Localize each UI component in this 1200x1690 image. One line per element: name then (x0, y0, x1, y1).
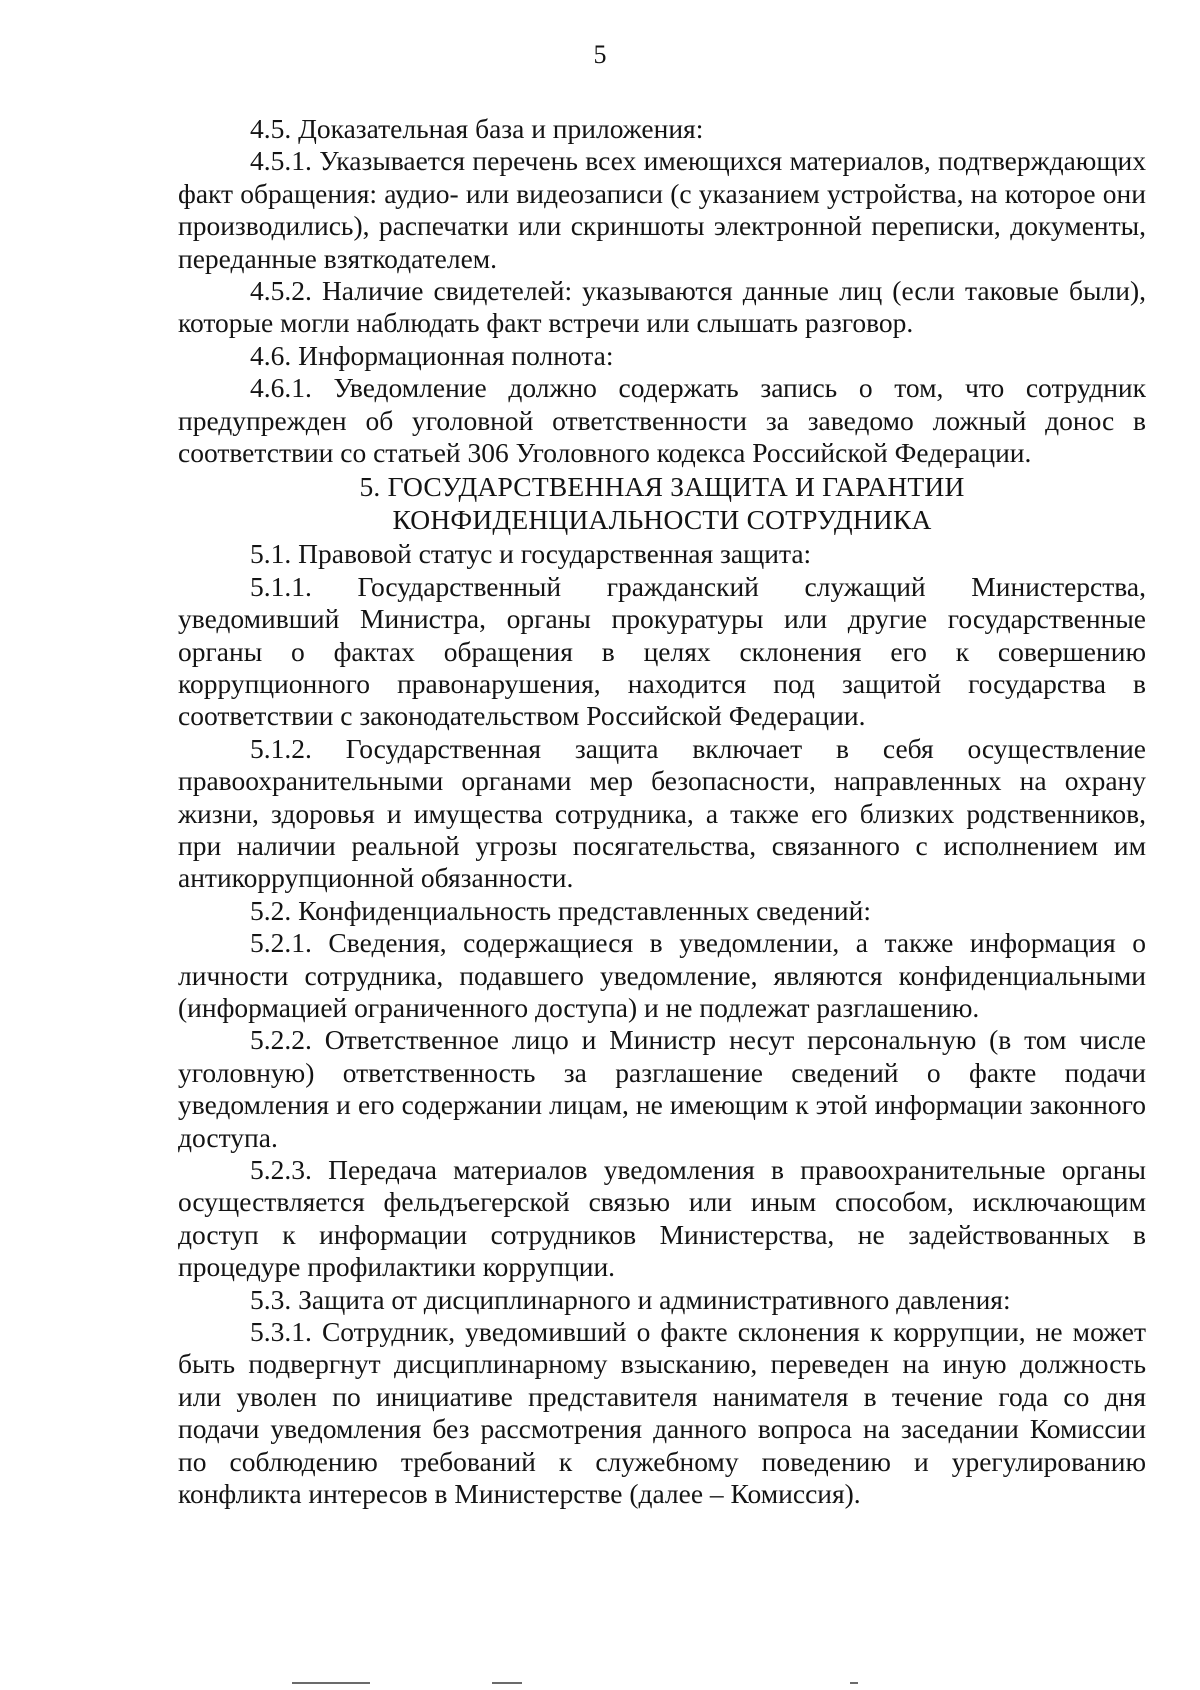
paragraph-5-2-2: 5.2.2. Ответственное лицо и Министр несут персональную (в том числе уголовную) ответственность за разглашение сведений о факте подачи уведомления и его содержании лицам, не имеющим к этой информации законного доступа. (178, 1024, 1146, 1153)
scan-mark (850, 1682, 858, 1684)
paragraph-4-5-1: 4.5.1. Указывается перечень всех имеющихся материалов, подтверждающих факт обращения: аудио- или видеозаписи (с указанием устройства, на которое они производились), распечатки или скриншоты электронной переписки, документы, переданные взяткодателем. (178, 145, 1146, 274)
paragraph-4-6-title: 4.6. Информационная полнота: (250, 339, 614, 371)
paragraph-4-5-2: 4.5.2. Наличие свидетелей: указываются данные лиц (если таковые были), которые могли наблюдать факт встречи или слышать разговор. (178, 275, 1146, 339)
paragraph-5-2-3: 5.2.3. Передача материалов уведомления в правоохранительные органы осуществляется фельдъегерской связью или иным способом, исключающим доступ к информации сотрудников Министерства, не задействованных в процедуре профилактики коррупции. (178, 1154, 1146, 1283)
paragraph-5-1-title: 5.1. Правовой статус и государственная защита: (250, 538, 812, 570)
page-number: 5 (593, 40, 607, 69)
paragraph-5-1-1: 5.1.1. Государственный гражданский служащий Министерства, уведомивший Министра, органы прокуратуры или другие государственные органы о фактах обращения в целях склонения его к совершению коррупционного правонарушения, находится под защитой государства в соответствии с законодательством Российской Федерации. (178, 570, 1146, 732)
section-5-heading-line-2: КОНФИДЕНЦИАЛЬНОСТИ СОТРУДНИКА (392, 503, 932, 535)
paragraph-5-1-2: 5.1.2. Государственная защита включает в себя осуществление правоохранительными органами мер безопасности, направленных на охрану жизни, здоровья и имущества сотрудника, а также его близких родственников, при наличии реальной угрозы посягательства, связанного с исполнением им антикоррупционной обязанности. (178, 732, 1146, 894)
paragraph-5-2-title: 5.2. Конфиденциальность представленных сведений: (250, 894, 871, 926)
section-5-heading-line-1: 5. ГОСУДАРСТВЕННАЯ ЗАЩИТА И ГАРАНТИИ (359, 471, 965, 503)
paragraph-5-3-1: 5.3.1. Сотрудник, уведомивший о факте склонения к коррупции, не может быть подвергнут дисциплинарному взысканию, переведен на иную должность или уволен по инициативе представителя нанимателя в течение года со дня подачи уведомления без рассмотрения данного вопроса на заседании Комиссии по соблюдению требований к служебному поведению и урегулированию конфликта интересов в Министерстве (далее – Комиссия). (178, 1316, 1146, 1510)
document-body (178, 113, 1146, 1510)
section-5-heading (178, 471, 1146, 536)
scan-footer-marks (0, 1682, 1200, 1690)
scan-mark (292, 1682, 370, 1684)
paragraph-4-6-1: 4.6.1. Уведомление должно содержать запись о том, что сотрудник предупрежден об уголовной ответственности за заведомо ложный донос в соответствии со статьей 306 Уголовного кодекса Российской Федерации. (178, 372, 1146, 469)
paragraph-5-3-title: 5.3. Защита от дисциплинарного и административного давления: (250, 1283, 1011, 1315)
paragraph-5-2-1: 5.2.1. Сведения, содержащиеся в уведомлении, а также информация о личности сотрудника, подавшего уведомление, являются конфиденциальными (информацией ограниченного доступа) и не подлежат разглашению. (178, 927, 1146, 1023)
scan-mark (492, 1682, 522, 1684)
paragraph-4-5-title: 4.5. Доказательная база и приложения: (250, 113, 704, 144)
